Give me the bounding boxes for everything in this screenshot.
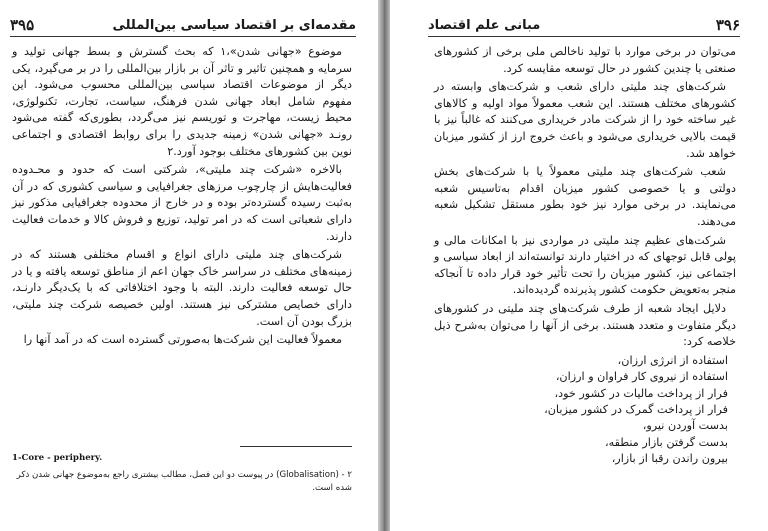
- paragraph: می‌توان در برخی موارد با تولید ناخالص ملی برخی از کشورهای صنعتی یا چندین کشور در حال توسعه مقایسه کرد.: [434, 45, 736, 75]
- paragraph: موضوع «جهانی شدن»،۱ که بحث گسترش و بسط جهانی تولید و سرمایه و همچنین تاثیر و تاثر آن بر بازار بین‌المللی را در بر می‌گیرد، یکی دیگر از موضوعات اقتصاد سیاسی بین‌المللی محسوب می‌شود. این مفهوم شامل ابعاد جهانی شدن فرهنگ، سیاست، تجارت، تکنولوژی، محیط زیست، مهاجرت و توریسم نیز می‌گردد، بطوری‌که گفته می‌شود رونـد «جهانی شدن» زمینه جدیدی را برای روابط اقتصادی و اجتماعی نوین بین کشورهای مختلف بوجود آورد.۲: [12, 45, 352, 158]
- right-page: [390, 0, 768, 531]
- right-page-body: [434, 44, 736, 468]
- reason-item: بیرون راندن رقبا از بازار،: [611, 452, 728, 466]
- paragraph: شرکت‌های چند ملیتی دارای انواع و اقسام مختلفی هستند که در زمینه‌های مختلف در سراسر خاک جهان اعم از مناطق توسعه یافته و یا در حال توسعه فعالیت دارند. البته با وجود اختلافاتی که با یک‌دیگر دارنـد، دارای خصایص مشترکی نیز هستند. اولین خصیصه شرکت چند ملیتی، بزرگ بودن آن است.: [12, 248, 352, 328]
- book-gutter: [378, 0, 390, 531]
- footnote-2: ۲ - (Globalisation) در پیوست دو این فصل، مطالب بیشتری راجع به‌موضوع جهانی شدن ذکر شده است.: [16, 470, 352, 493]
- paragraph: معمولاً فعالیت این شرکت‌ها به‌صورتی گسترده است که در آمد آنها را: [23, 333, 342, 347]
- footnote-1: 1-Core - periphery.: [12, 453, 103, 463]
- reason-item: استفاده از انرژی ارزان،: [617, 353, 728, 367]
- footnotes: [12, 452, 352, 495]
- reason-item: بدست آوردن نیرو،: [642, 419, 728, 433]
- reason-item: فرار از پرداخت مالیات در کشور خود،: [554, 386, 728, 400]
- left-page: [0, 0, 378, 531]
- left-running-title: مقدمه‌ای بر اقتصاد سیاسی بین‌المللی: [112, 17, 356, 33]
- reason-item: استفاده از نیروی کار فراوان و ارزان،: [555, 370, 728, 384]
- right-page-header: [428, 14, 740, 36]
- paragraph: شعب شرکت‌های چند ملیتی معمولاً یا با شرکت‌های بخش دولتی و یا خصوصی کشور میزبان اقدام به‌تاسیس شعبه می‌نمایند. در برخی موارد نیز خود بطور مستقل تشکیل شعبه می‌دهند.: [434, 165, 736, 228]
- left-page-header: [10, 14, 356, 36]
- paragraph: شرکت‌های چند ملیتی دارای شعب و شرکت‌های وابسته در کشورهای مختلف هستند. این شعب معمولاً مواد اولیه و کالاهای غیر ساخته خود را از شرکت مادر خریداری می‌کنند که غالباً نیز با قیمت بالایی خریداری می‌شود و باعث خروج ارز از کشور میزبان خواهد شد.: [434, 80, 736, 160]
- footnote-rule: [240, 446, 352, 447]
- paragraph: شرکت‌های عظیم چند ملیتی در مواردی نیز با امکانات مالی و پولی قابل توجهای که در اختیار دارند توانسته‌اند از ابعاد سیاسی و اجتماعی نیز، کشور میزبان را تحت تأثیر خود قرار داده تا آنجاکه منجر به‌تعویض حکومت کشور پذیرنده گردیده‌اند.: [434, 233, 736, 297]
- reason-item: بدست گرفتن بازار منطقه،: [604, 435, 728, 449]
- paragraph: دلایل ایجاد شعبه از طرف شرکت‌های چند ملیتی در کشورهای دیگر متفاوت و متعدد هستند. برخی از آنها را می‌توان به‌شرح ذیل خلاصه کرد:: [434, 301, 736, 349]
- left-page-number: ۳۹۵: [10, 16, 35, 34]
- left-page-body: [12, 44, 352, 351]
- right-page-number: ۳۹۶: [715, 16, 740, 34]
- paragraph: بالاخره «شرکت چند ملیتی»، شرکتی است که حدود و محـدوده فعالیت‌هایش از چارچوب مرزهای جغرافیایی و سیاسی کشوری که در آن به‌ثبت رسیده گسترده‌تر بوده و در خارج از محدوده جغرافیایی مذکور نیز دارای شعباتی است که در امر تولید، توزیع و فروش کالا و خدمات فعالیت دارند.: [12, 163, 352, 243]
- left-header-rule: [10, 36, 356, 37]
- reason-item: فرار از پرداخت گمرک در کشور میزبان،: [544, 402, 728, 416]
- right-header-rule: [428, 36, 740, 37]
- right-running-title: مبانی علم اقتصاد: [428, 17, 541, 33]
